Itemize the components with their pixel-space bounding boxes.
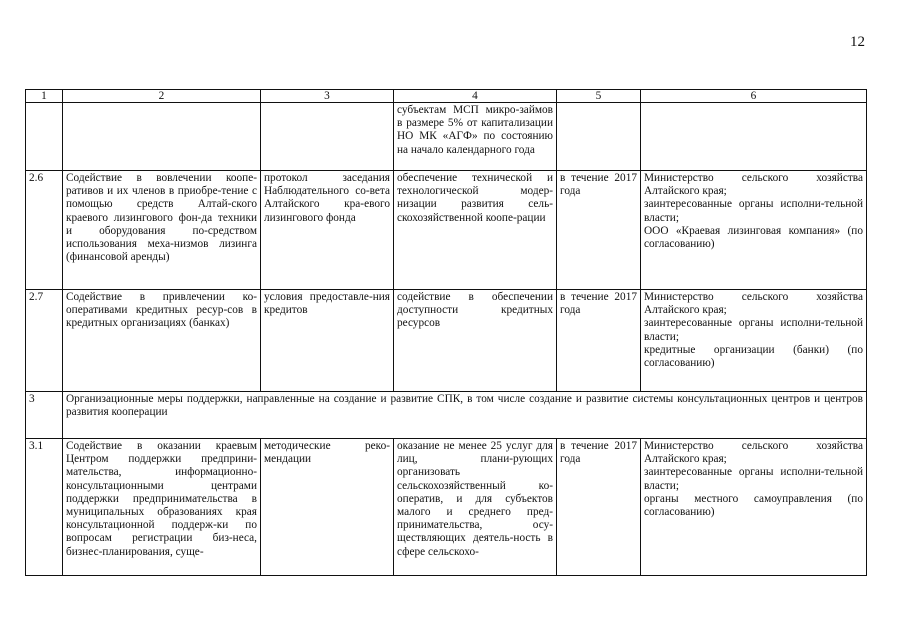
section-number: 3 bbox=[26, 392, 63, 439]
responsible-line: заинтересованные органы исполни-тельной власти; bbox=[644, 317, 863, 343]
page-number: 12 bbox=[850, 34, 865, 50]
row-number bbox=[26, 103, 63, 171]
result-cell: содействие в обеспечении доступности кредитных ресурсов bbox=[394, 290, 557, 392]
responsible-cell bbox=[641, 103, 867, 171]
document-cell bbox=[261, 103, 394, 171]
responsible-line: заинтересованные органы исполни-тельной власти; bbox=[644, 198, 863, 224]
responsible-line: Министерство сельского хозяйства Алтайского края; bbox=[644, 291, 863, 317]
row-number: 2.7 bbox=[26, 290, 63, 392]
responsible-cell bbox=[641, 439, 867, 576]
responsible-line: Министерство сельского хозяйства Алтайского края; bbox=[644, 440, 863, 466]
measure-cell: Содействие в вовлечении коопе-ративов и их членов в приобре-тение с помощью средств Алтай-ского краевого лизингового фон-да техники и оборудования по-средством использования меха-низмов лизинга (финансовой аренды) bbox=[63, 171, 261, 290]
responsible-line: заинтересованные органы исполни-тельной власти; bbox=[644, 466, 863, 492]
row-number: 3.1 bbox=[26, 439, 63, 576]
column-header: 5 bbox=[557, 90, 641, 103]
result-cell: оказание не менее 25 услуг для лиц, плани-рующих организовать сельскохозяйственный ко-оператив, и для субъектов малого и среднего пред-принимательства, осу-ществляющих деятель-ность в сфере сельскохо- bbox=[394, 439, 557, 576]
term-cell: в течение 2017 года bbox=[557, 171, 641, 290]
result-cell: субъектам МСП микро-займов в размере 5% от капитализации НО МК «АГФ» по состоянию на начало календарного года bbox=[394, 103, 557, 171]
document-cell: методические реко-мендации bbox=[261, 439, 394, 576]
table-row bbox=[26, 439, 867, 576]
table-row bbox=[26, 171, 867, 290]
term-cell bbox=[557, 103, 641, 171]
document-cell: протокол заседания Наблюдательного со-вета Алтайского кра-евого лизингового фонда bbox=[261, 171, 394, 290]
responsible-cell bbox=[641, 171, 867, 290]
table-row bbox=[26, 103, 867, 171]
column-header: 1 bbox=[26, 90, 63, 103]
section-title: Организационные меры поддержки, направленные на создание и развитие СПК, в том числе создание и развитие системы консультационных центров и центров развития кооперации bbox=[63, 392, 867, 439]
responsible-line: Министерство сельского хозяйства Алтайского края; bbox=[644, 172, 863, 198]
result-cell: обеспечение технической и технологической модер-низации развития сель-скохозяйственной коопе-рации bbox=[394, 171, 557, 290]
responsible-line: кредитные организации (банки) (по согласованию) bbox=[644, 343, 863, 370]
column-header: 2 bbox=[63, 90, 261, 103]
column-header: 3 bbox=[261, 90, 394, 103]
measure-cell: Содействие в оказании краевым Центром поддержки предприни-мательства, информационно-консультационными центрами поддержки предпринимательства в муниципальных образованиях края консультационной поддерж-ки по вопросам регистрации биз-неса, бизнес-планирования, суще- bbox=[63, 439, 261, 576]
term-cell: в течение 2017 года bbox=[557, 290, 641, 392]
row-number: 2.6 bbox=[26, 171, 63, 290]
responsible-cell bbox=[641, 290, 867, 392]
table-row bbox=[26, 290, 867, 392]
term-cell: в течение 2017 года bbox=[557, 439, 641, 576]
section-row bbox=[26, 392, 867, 439]
document-cell: условия предоставле-ния кредитов bbox=[261, 290, 394, 392]
responsible-line: органы местного самоуправления (по согласованию) bbox=[644, 492, 863, 519]
column-header: 6 bbox=[641, 90, 867, 103]
column-header: 4 bbox=[394, 90, 557, 103]
responsible-line: ООО «Краевая лизинговая компания» (по согласованию) bbox=[644, 224, 863, 251]
table-header-row bbox=[26, 90, 867, 103]
measure-cell: Содействие в привлечении ко-оперативами кредитных ресур-сов в кредитных организациях (банках) bbox=[63, 290, 261, 392]
measure-cell bbox=[63, 103, 261, 171]
measures-table bbox=[25, 89, 867, 576]
